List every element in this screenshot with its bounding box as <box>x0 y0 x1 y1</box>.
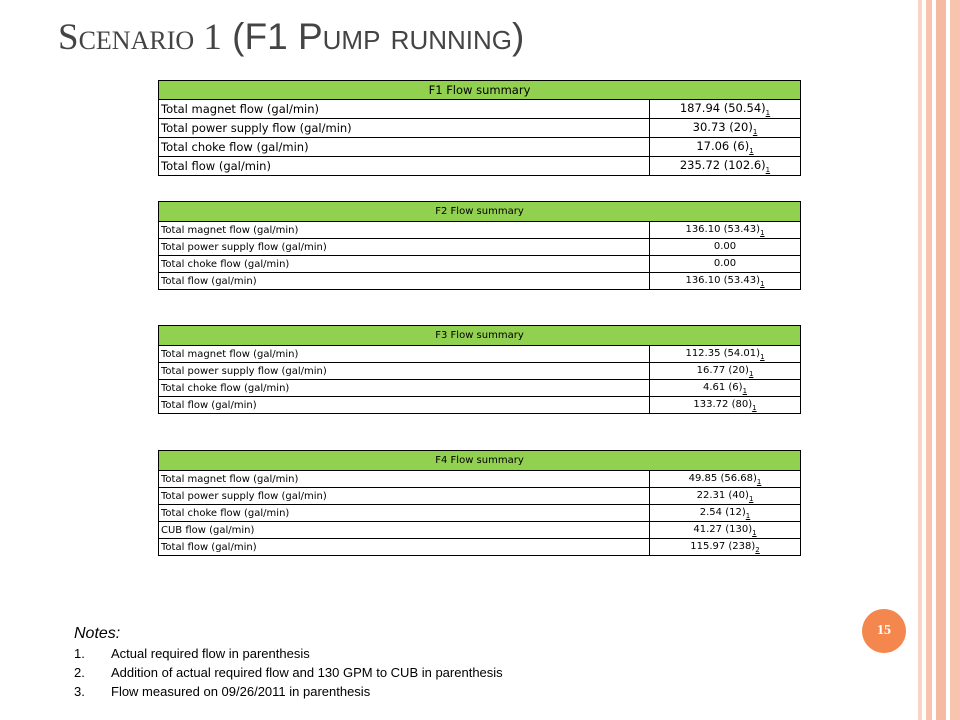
slide-title <box>58 16 524 59</box>
row-value: 133.72 $(80)_1$ <box>650 397 801 414</box>
row-label: Total magnet flow (gal/min) <box>159 100 650 119</box>
row-value: 16.77 $(20)_1$ <box>650 363 801 380</box>
table-row <box>159 471 801 488</box>
footnote-marker: 1 <box>760 228 765 237</box>
footnote-marker: 1 <box>760 352 765 361</box>
notes-list <box>74 644 503 701</box>
table-row <box>159 505 801 522</box>
row-label: Total flow (gal/min) <box>159 157 650 176</box>
row-label: Total flow (gal/min) <box>159 397 650 414</box>
note-item <box>74 682 503 701</box>
row-value: 115.97 $(238)_2$ <box>650 539 801 556</box>
flow-table-f4 <box>158 450 801 556</box>
row-value: 41.27 $(130)_1$ <box>650 522 801 539</box>
title-main: Scenario 1 <box>58 17 222 58</box>
row-value: 49.85 $(56.68)_1$ <box>650 471 801 488</box>
flow-table-f3 <box>158 325 801 414</box>
footnote-marker: 1 <box>756 477 762 486</box>
table-row <box>159 539 801 556</box>
row-value: 17.06 $(6)_1$ <box>650 138 801 157</box>
row-value: 235.72 $(102.6)_1$ <box>650 157 801 176</box>
table-row <box>159 157 801 176</box>
row-label: Total power supply flow (gal/min) <box>159 119 650 138</box>
note-text: Flow measured on 09/26/2011 in parenthesis <box>111 684 371 699</box>
table-row <box>159 380 801 397</box>
footnote-marker: 1 <box>745 511 751 520</box>
row-value: 0.00 <box>650 239 801 256</box>
footnote-marker: 1 <box>752 403 757 412</box>
row-value: 0.00 <box>650 256 801 273</box>
flow-table-f2 <box>158 201 801 290</box>
note-number: 3. <box>74 684 85 699</box>
footnote-marker: 1 <box>742 386 748 395</box>
table-row <box>159 119 801 138</box>
row-label: Total choke flow (gal/min) <box>159 256 650 273</box>
row-value: 136.10 $(53.43)_1$ <box>650 222 801 239</box>
note-number: 1. <box>74 646 85 661</box>
row-label: Total magnet flow (gal/min) <box>159 346 650 363</box>
note-text: Actual required flow in parenthesis <box>111 646 310 661</box>
row-value: 22.31 $(40)_1$ <box>650 488 801 505</box>
footnote-marker: 1 <box>752 128 758 136</box>
row-label: Total choke flow (gal/min) <box>159 380 650 397</box>
row-label: Total power supply flow (gal/min) <box>159 488 650 505</box>
table-header: F4 Flow summary <box>159 451 801 471</box>
notes-title: Notes: <box>74 625 121 642</box>
side-stripe-3 <box>936 0 946 720</box>
row-label: Total flow (gal/min) <box>159 539 650 556</box>
table-row <box>159 273 801 290</box>
footnote-marker: 1 <box>748 494 754 503</box>
row-label: Total power supply flow (gal/min) <box>159 239 650 256</box>
row-label: Total flow (gal/min) <box>159 273 650 290</box>
note-text: Addition of actual required flow and 130 GPM to CUB in parenthesis <box>111 665 503 680</box>
row-value: 187.94 $(50.54)_1$ <box>650 100 801 119</box>
row-label: Total magnet flow (gal/min) <box>159 222 650 239</box>
footnote-marker: 1 <box>760 279 765 288</box>
table-row <box>159 346 801 363</box>
table-header: F3 Flow summary <box>159 326 801 346</box>
footnote-marker: 1 <box>765 109 771 117</box>
table-row <box>159 397 801 414</box>
table-row <box>159 100 801 119</box>
note-item <box>74 644 503 663</box>
page-number-badge: 15 <box>862 609 906 653</box>
note-item <box>74 663 503 682</box>
title-paren: (F1 Pump running) <box>232 16 525 57</box>
row-value: 136.10 $(53.43)_1$ <box>650 273 801 290</box>
row-value: 2.54 $(12)_1$ <box>650 505 801 522</box>
row-label: Total magnet flow (gal/min) <box>159 471 650 488</box>
footnote-marker: 1 <box>749 147 754 155</box>
row-label: CUB flow (gal/min) <box>159 522 650 539</box>
table-header: F1 Flow summary <box>159 81 801 100</box>
side-stripe-2 <box>926 0 932 720</box>
table-row <box>159 488 801 505</box>
table-row <box>159 363 801 380</box>
table-row <box>159 222 801 239</box>
footnote-marker: 1 <box>752 528 757 537</box>
footnote-marker: 1 <box>748 369 754 378</box>
footnote-marker: 2 <box>755 545 760 554</box>
note-number: 2. <box>74 665 85 680</box>
row-value: 112.35 $(54.01)_1$ <box>650 346 801 363</box>
footnote-marker: 1 <box>765 166 771 174</box>
side-stripe-4 <box>950 0 960 720</box>
row-label: Total choke flow (gal/min) <box>159 138 650 157</box>
side-stripe-1 <box>918 0 922 720</box>
row-label: Total power supply flow (gal/min) <box>159 363 650 380</box>
table-row <box>159 239 801 256</box>
table-row <box>159 138 801 157</box>
table-row <box>159 256 801 273</box>
table-row <box>159 522 801 539</box>
row-value: 30.73 $(20)_1$ <box>650 119 801 138</box>
flow-table-f1 <box>158 80 801 176</box>
row-label: Total choke flow (gal/min) <box>159 505 650 522</box>
row-value: 4.61 $(6)_1$ <box>650 380 801 397</box>
table-header: F2 Flow summary <box>159 202 801 222</box>
